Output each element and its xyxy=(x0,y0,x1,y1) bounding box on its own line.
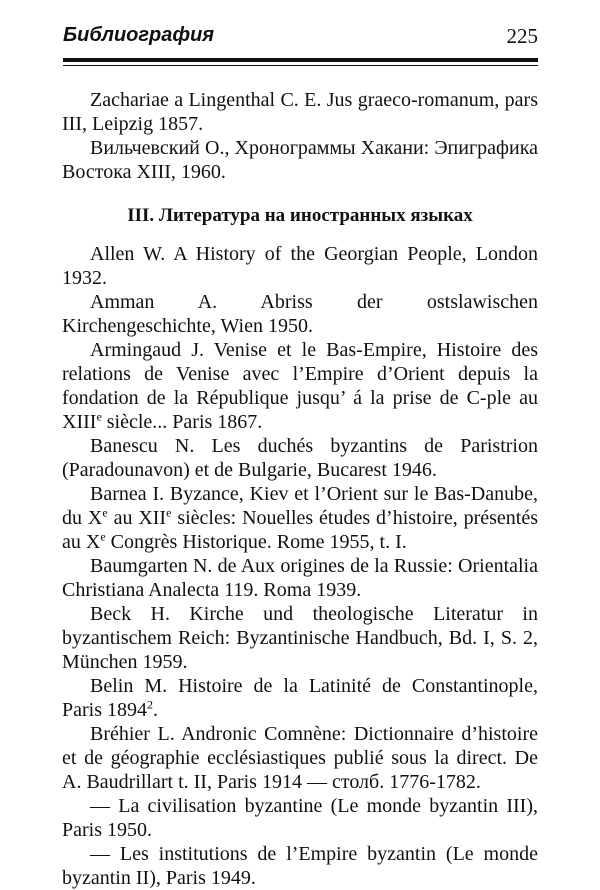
entry-beck: Beck H. Kirche und theologische Literatur in byzantischem Reich: Byzantinische Handbuch, Bd. I, S. 2, München 1959. xyxy=(62,603,538,673)
entry-zachariae: Zachariae a Lingenthal C. E. Jus graeco-romanum, pars III, Leipzig 1857. xyxy=(62,89,538,135)
entry-belin xyxy=(62,674,538,722)
entry-text: Belin M. Histoire de la Latinité de Constantinople, Paris 1894 xyxy=(62,675,538,721)
entry-banescu: Banescu N. Les duchés byzantins de Paristrion (Paradounavon) et de Bulgarie, Bucarest 1946. xyxy=(62,435,538,481)
entry-text: Congrès Historique. Rome 1955, t. I. xyxy=(105,531,407,553)
header-rule-thin xyxy=(63,65,538,66)
entry-text: . xyxy=(153,699,158,721)
running-title: Библиография xyxy=(63,24,215,46)
entry-armingaud xyxy=(62,338,538,434)
entry-text: siècles: Nouelles études d’histoire, présentés au X xyxy=(62,507,538,553)
entry-text: siècle... Paris 1867. xyxy=(101,411,263,433)
superscript: e xyxy=(166,505,172,520)
page-header xyxy=(63,24,538,54)
superscript: e xyxy=(96,409,102,424)
entry-text: Armingaud J. Venise et le Bas-Empire, Histoire des relations de Venise avec l’Empire d’Orient depuis la fondation de la République jusqu’ á la prise de C-ple au XIII xyxy=(62,339,538,433)
bibliography-continued xyxy=(62,88,538,184)
entry-text: au XII xyxy=(107,507,167,529)
section-heading: III. Литература на иностранных языках xyxy=(127,205,473,226)
superscript: e xyxy=(102,505,108,520)
entry-text: Barnea I. Byzance, Kiev et l’Orient sur le Bas-Danube, du X xyxy=(62,483,538,529)
entry-baumgarten: Baumgarten N. de Aux origines de la Russie: Orientalia Christiana Analecta 119. Roma 1939. xyxy=(62,555,538,601)
entry-allen: Allen W. A History of the Georgian People, London 1932. xyxy=(62,243,538,289)
entry-institutions: — Les institutions de l’Empire byzantin (Le monde byzantin II), Paris 1949. xyxy=(62,843,538,889)
entry-vilchevsky: Вильчевский О., Хронограммы Хакани: Эпиграфика Востока XIII, 1960. xyxy=(62,137,538,183)
entry-amman: Amman A. Abriss der ostslawischen Kirchengeschichte, Wien 1950. xyxy=(62,291,538,337)
bibliography-foreign xyxy=(62,242,538,890)
entry-brehier: Bréhier L. Andronic Comnène: Dictionnaire d’histoire et de géographie ecclésiastiques publié sous la direct. De A. Baudrillart t. II, Paris 1914 — столб. 1776-1782. xyxy=(62,723,538,793)
entry-barnea xyxy=(62,482,538,554)
entry-civilisation: — La civilisation byzantine (Le monde byzantin III), Paris 1950. xyxy=(62,795,538,841)
superscript: e xyxy=(100,529,106,544)
page-number: 225 xyxy=(506,24,538,48)
header-rule-thick xyxy=(63,58,538,62)
superscript: 2 xyxy=(147,697,153,712)
